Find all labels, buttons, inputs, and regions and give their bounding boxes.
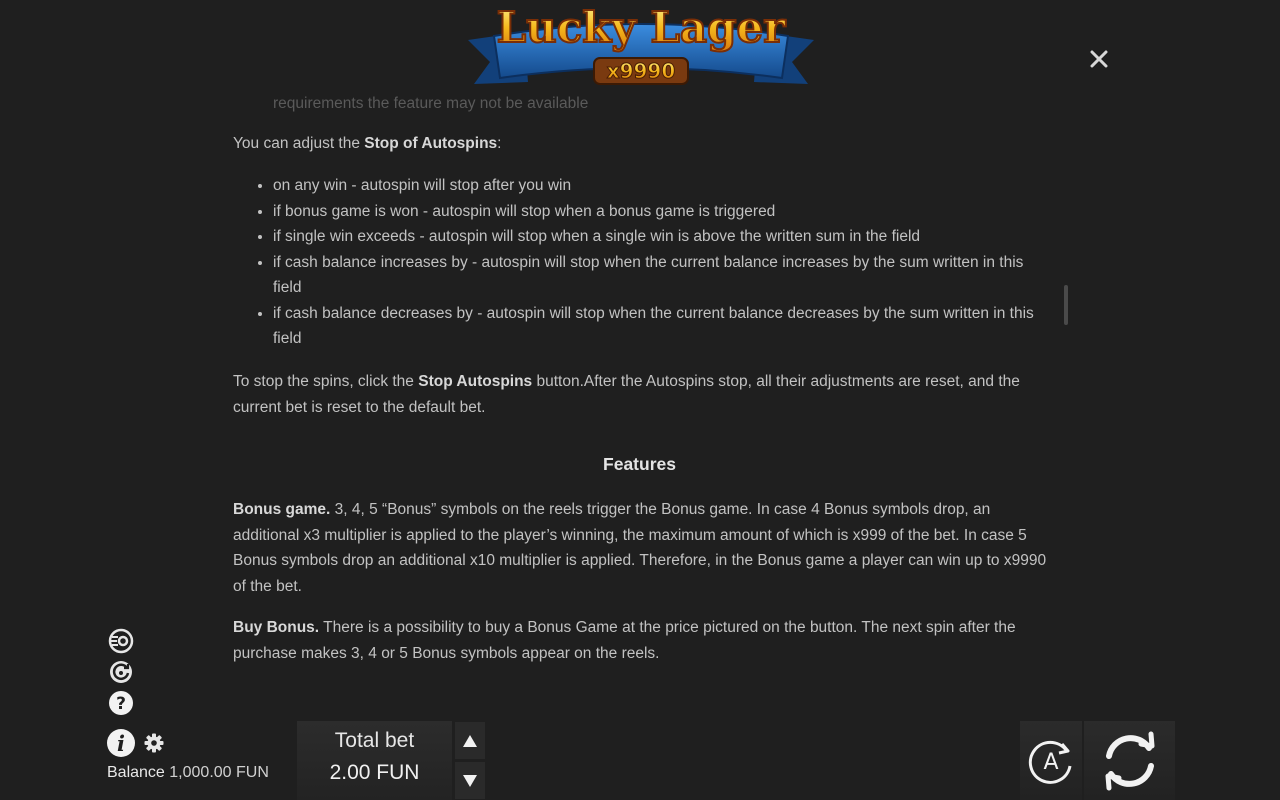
svg-text:i: i bbox=[117, 731, 125, 756]
list-item: • on any win - autospin will stop after you win bbox=[273, 173, 1043, 199]
close-button[interactable] bbox=[1086, 46, 1112, 72]
list-item: • if single win exceeds - autospin will stop when a single win is above the written sum in the field bbox=[273, 224, 1043, 250]
triangle-up-icon bbox=[462, 734, 478, 748]
triangle-down-icon bbox=[462, 774, 478, 788]
logo-banner bbox=[464, 2, 818, 94]
autospin-intro-bold: Stop of Autospins bbox=[364, 135, 498, 152]
autoplay-button[interactable] bbox=[1020, 721, 1082, 800]
increase-bet-button[interactable] bbox=[455, 722, 485, 759]
stop-para-prefix: To stop the spins, click the bbox=[233, 373, 419, 390]
bonus-game-text: 3, 4, 5 “Bonus” symbols on the reels trigger the Bonus game. In case 4 Bonus symbols drop, an additional x3 multiplier is applied to the player’s winning, the maximum amount of which is x999 of the bet. In case 5 Bonus symbols drop an additional x10 multiplier is applied. Therefore, in the Bonus game a player can win up to x9990 of the bet. bbox=[233, 501, 1047, 595]
stop-autospins-paragraph bbox=[233, 369, 1053, 420]
total-bet-label: Total bet bbox=[334, 729, 415, 752]
help-button[interactable] bbox=[108, 690, 134, 716]
buy-bonus-paragraph bbox=[233, 615, 1053, 666]
balance-label: Balance bbox=[107, 764, 165, 781]
autospin-intro-suffix: : bbox=[497, 135, 502, 152]
rules-content[interactable] bbox=[233, 88, 1053, 668]
spin-icon bbox=[1095, 726, 1165, 796]
autospin-intro bbox=[233, 131, 501, 157]
autoplay-icon bbox=[1026, 736, 1076, 786]
faded-text-line: requirements the feature may not be available bbox=[273, 95, 589, 112]
game-logo bbox=[464, 2, 818, 94]
balance-value: 1,000.00 FUN bbox=[169, 764, 269, 781]
svg-text:?: ? bbox=[116, 694, 126, 714]
history-button[interactable] bbox=[108, 659, 134, 685]
buy-bonus-text: There is a possibility to buy a Bonus Game at the price pictured on the button. The next spin after the purchase makes 3, 4 or 5 Bonus symbols appear on the reels. bbox=[233, 619, 1016, 662]
buy-bonus-title: Buy Bonus. bbox=[233, 619, 320, 636]
turbo-icon bbox=[108, 628, 134, 654]
total-bet-value: 2.00 FUN bbox=[329, 761, 420, 784]
history-icon bbox=[108, 659, 134, 685]
list-item: • if cash balance decreases by - autospin will stop when the current balance decreases by the sum written in this field bbox=[273, 301, 1043, 352]
help-icon bbox=[108, 690, 134, 716]
balance-display bbox=[107, 764, 269, 782]
stop-para-suffix: button.After the Autospins stop, all their adjustments are reset, and the current bet is reset to the default bet. bbox=[233, 373, 1020, 416]
gear-icon bbox=[144, 733, 164, 753]
info-button[interactable] bbox=[106, 728, 136, 758]
spin-button[interactable] bbox=[1084, 721, 1175, 800]
autospin-intro-prefix: You can adjust the bbox=[233, 135, 365, 152]
stop-para-bold: Stop Autospins bbox=[418, 373, 533, 390]
settings-button[interactable] bbox=[144, 733, 164, 753]
features-heading: Features bbox=[603, 454, 676, 474]
logo-multiplier: x9990 bbox=[606, 59, 676, 83]
list-item: • if bonus game is won - autospin will stop when a bonus game is triggered bbox=[273, 199, 1043, 225]
close-icon bbox=[1090, 50, 1108, 68]
decrease-bet-button[interactable] bbox=[455, 762, 485, 799]
scrollbar-thumb[interactable] bbox=[1064, 285, 1068, 325]
bonus-game-paragraph bbox=[233, 497, 1053, 599]
total-bet-panel bbox=[297, 721, 452, 800]
stop-options-list bbox=[233, 173, 1043, 352]
logo-title: Lucky Lager bbox=[496, 3, 786, 52]
turbo-button[interactable] bbox=[108, 628, 134, 654]
bonus-game-title: Bonus game. bbox=[233, 501, 331, 518]
info-icon bbox=[106, 728, 136, 758]
list-item: • if cash balance increases by - autospin will stop when the current balance increases by the sum written in this field bbox=[273, 250, 1043, 301]
autoplay-letter: A bbox=[1043, 749, 1059, 775]
